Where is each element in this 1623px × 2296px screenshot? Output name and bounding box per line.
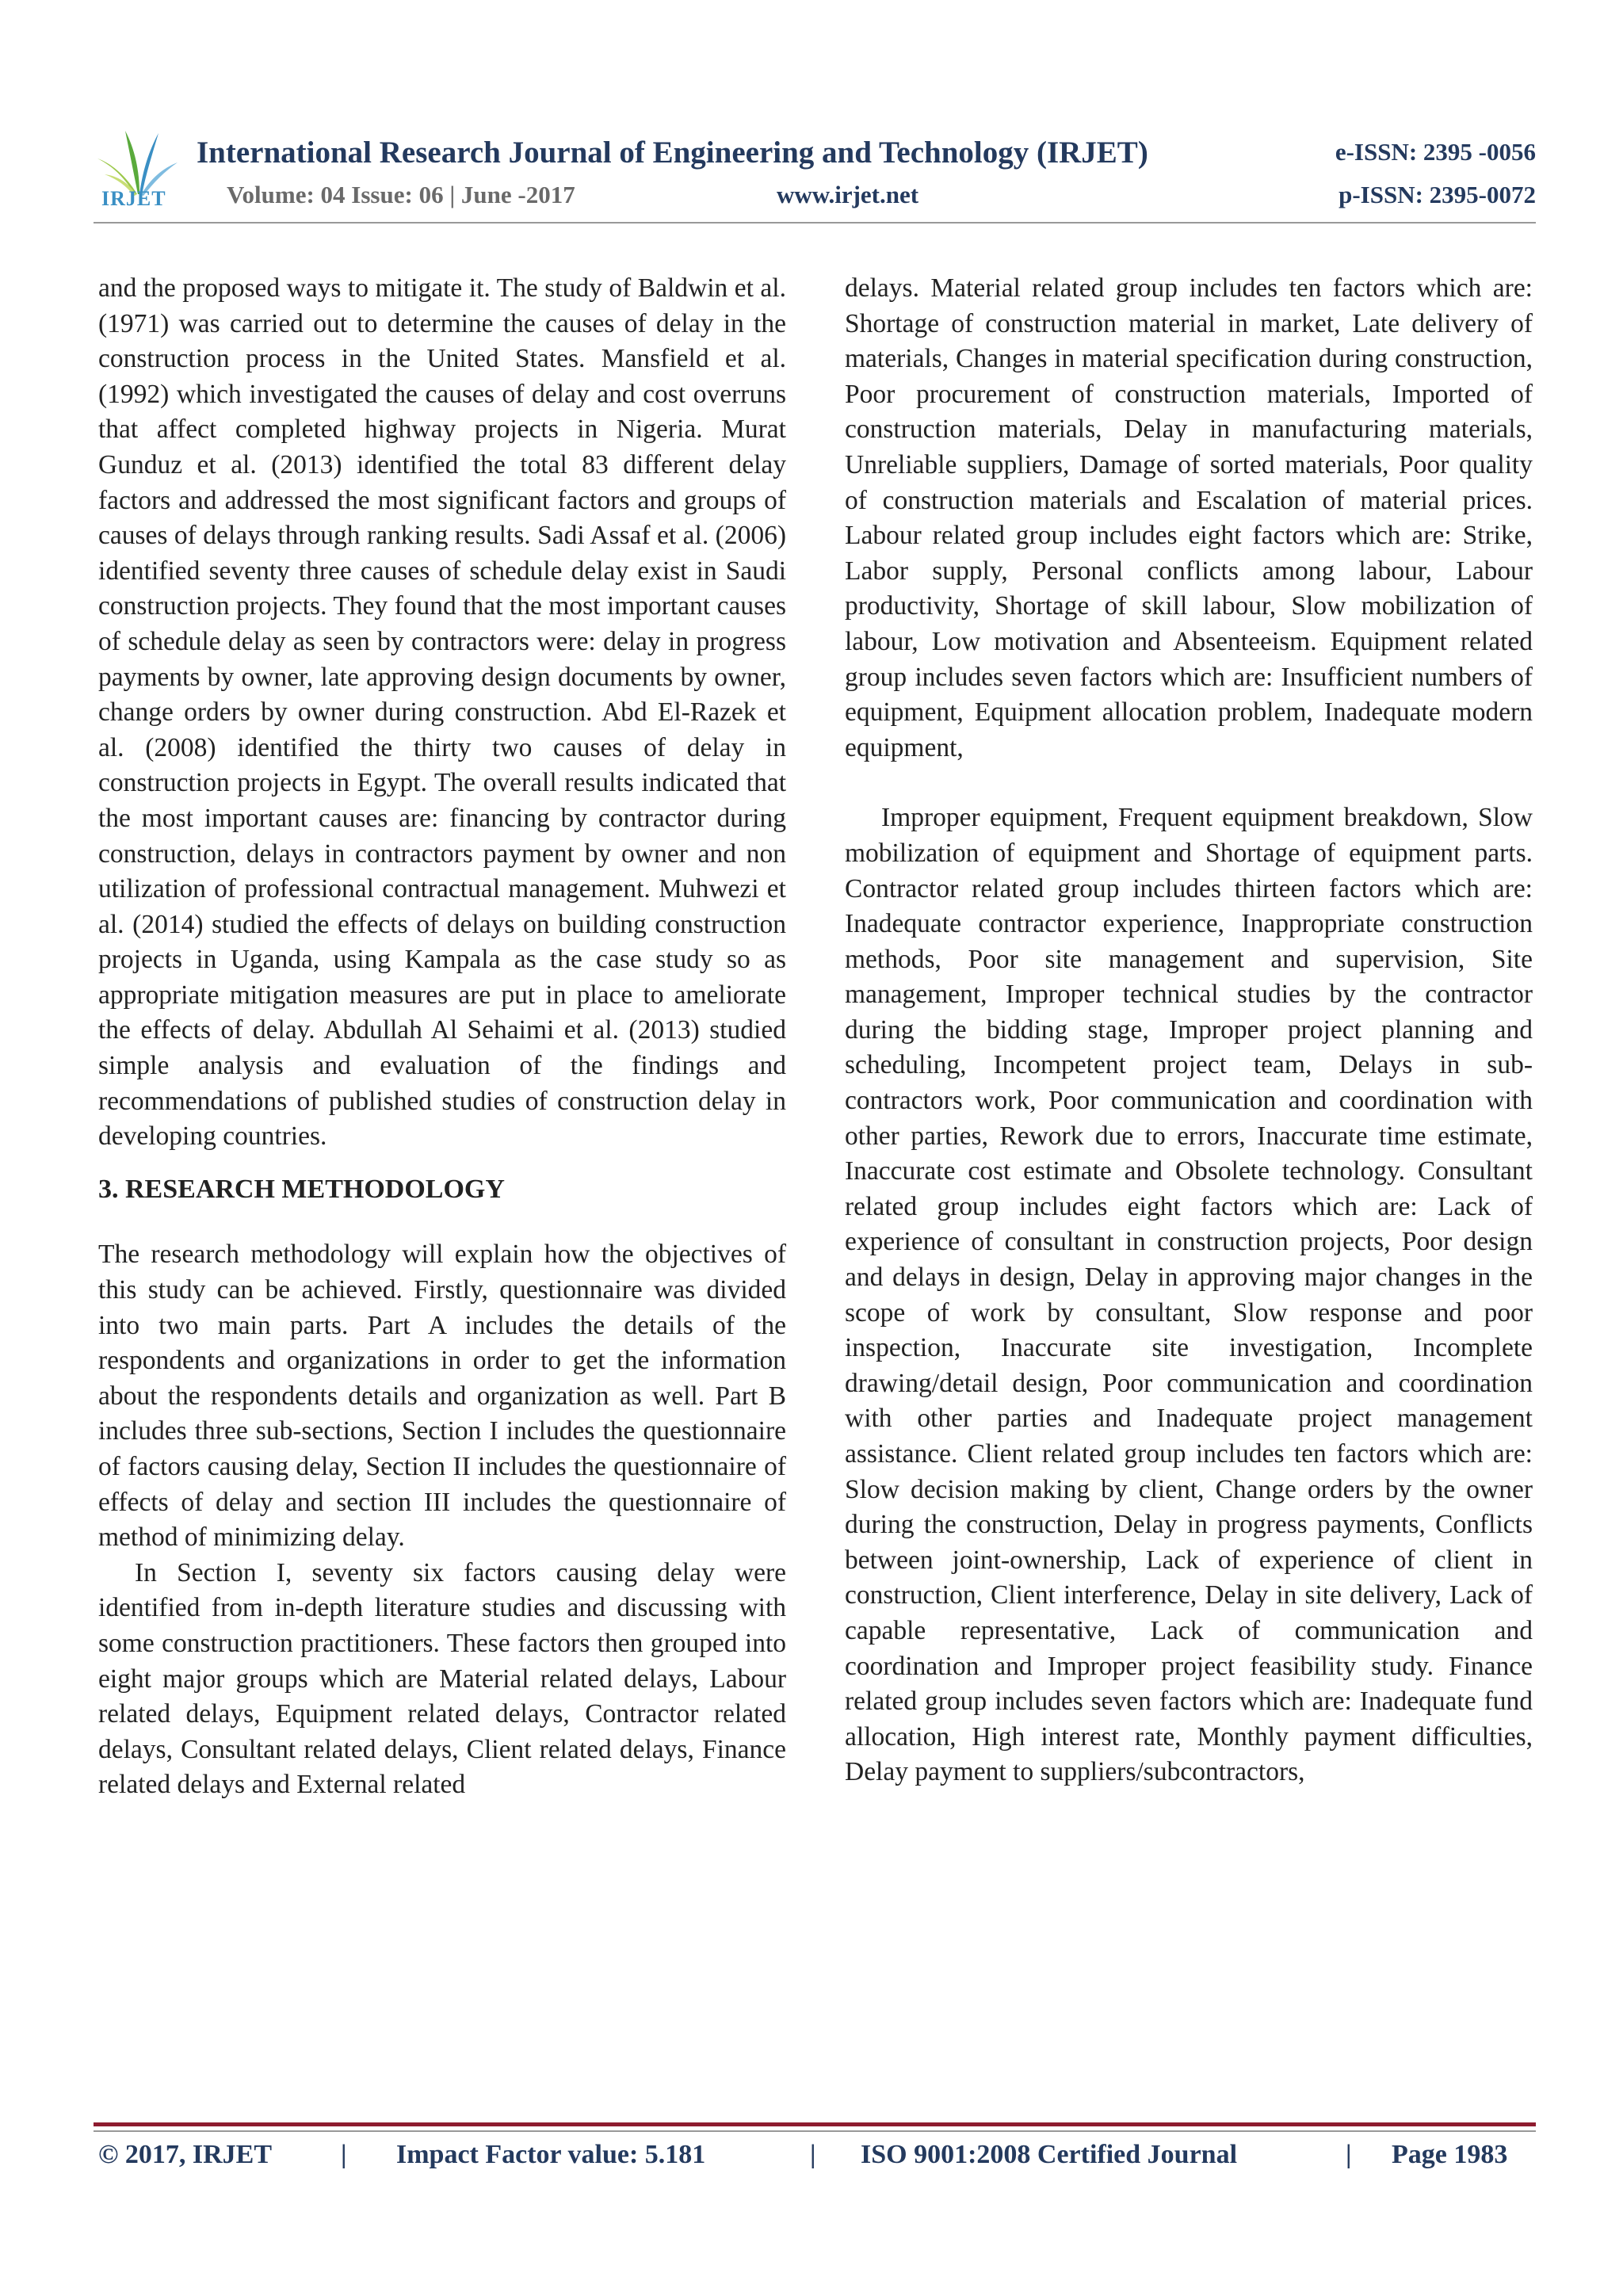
paragraph: In Section I, seventy six factors causing delay were identified from in-depth literature studies and discussing with some construction practitioners. These factors then grouped into eight major groups which are Material related delays, Labour related delays, Equipment related delays, Contractor related delays, Consultant related delays, Client related delays, Finance related delays and External related	[98, 1557, 786, 1800]
footer-divider-thin	[94, 2130, 1536, 2132]
paragraph: delays. Material related group includes ten factors which are: Shortage of construction material in market, Late delivery of materials, Changes in material specification during construction, Poor procurement of construction materials, Imported of construction materials, Delay in manufacturing materials, Unreliable suppliers, Damage of sorted materials, Poor quality of construction materials and Escalation of material prices. Labour related group includes eight factors which are: Strike, Labor supply, Personal conflicts among labour, Labour productivity, Shortage of skill labour, Slow mobilization of labour, Low motivation and Absenteeism. Equipment related group includes seven factors which are: Insufficient numbers of equipment, Equipment allocation problem, Inadequate modern equipment,	[845, 273, 1533, 762]
p-issn: p-ISSN: 2395-0072	[1338, 181, 1536, 208]
paragraph: Improper equipment, Frequent equipment breakdown, Slow mobilization of equipment and Shortage of equipment parts. Contractor related group includes thirteen factors which are: Inadequate contractor experience, Inappropriate construction methods, Poor site management and supervision, Site management, Improper technical studies by the contractor during the bidding stage, Improper project planning and scheduling, Incompetent project team, Delays in sub- contractors work, Poor communication and coordination with other parties, Rework due to errors, Inaccurate time estimate, Inaccurate cost estimate and Obsolete technology. Consultant related group includes eight factors which are: Lack of experience of consultant in construction projects, Poor design and delays in design, Delay in approving major changes in the scope of work by consultant, Slow response and poor inspection, Inaccurate site investigation, Incomplete drawing/detail design, Poor communication and coordination with other parties and Inadequate project management assistance. Client related group includes ten factors which are: Slow decision making by client, Change orders by the owner during the construction, Delay in progress payments, Conflicts between joint-ownership, Lack of experience of client in construction, Client interference, Delay in site delivery, Lack of capable representative, Lack of communication and coordination and Improper project feasibility study. Finance related group includes seven factors which are: Inadequate fund allocation, High interest rate, Monthly payment difficulties, Delay payment to suppliers/subcontractors,	[845, 803, 1533, 1787]
logo-text: IRJET	[101, 187, 166, 210]
section-heading: 3. RESEARCH METHODOLOGY	[98, 1174, 505, 1204]
right-column	[845, 271, 1533, 1790]
journal-website-link[interactable]: www.irjet.net	[777, 181, 919, 208]
paragraph: The research methodology will explain how the objectives of this study can be achieved. Firstly, questionnaire was divided into two main parts. Part A includes the details of the respondents and organizations in order to get the information about the respondents details and organization as well. Part B includes three sub-sections, Section I includes the questionnaire of factors causing delay, Section II includes the questionnaire of effects of delay and section III includes the questionnaire of method of minimizing delay.	[98, 1240, 786, 1553]
paragraph: and the proposed ways to mitigate it. The study of Baldwin et al. (1971) was carried out to determine the causes of delay in the construction process in the United States. Mansfield et al. (1992) which investigated the causes of delay and cost overruns that affect completed highway projects in Nigeria. Murat Gunduz et al. (2013) identified the total 83 different delay factors and addressed the most significant factors and groups of causes of delays through ranking results. Sadi Assaf et al. (2006) identified seventy three causes of schedule delay exist in Saudi construction projects. They found that the most important causes of schedule delay as seen by contractors were: delay in progress payments by owner, late approving design documents by owner, change orders by owner during construction. Abd El-Razek et al. (2008) identified the thirty two causes of delay in construction projects in Egypt. The overall results indicated that the most important causes are: financing by contractor during construction, delays in contractors payment by owner and non utilization of professional contractual management. Muhwezi et al. (2014) studied the effects of delays on building construction projects in Uganda, using Kampala as the case study so as appropriate mitigation measures are put in place to ameliorate the effects of delay. Abdullah Al Sehaimi et al. (2013) studied simple analysis and evaluation of the findings and recommendations of published studies of construction delay in developing countries.	[98, 273, 786, 1152]
journal-title: International Research Journal of Engineering and Technology (IRJET)	[197, 136, 1148, 170]
footer-copyright: © 2017, IRJET	[98, 2140, 273, 2169]
left-column	[98, 271, 786, 1803]
paragraph-gap	[845, 766, 1533, 800]
footer-separator: |	[810, 2140, 816, 2169]
volume-issue: Volume: 04 Issue: 06 | June -2017	[227, 181, 575, 208]
journal-header	[94, 111, 1536, 238]
page-footer	[98, 2140, 1536, 2179]
e-issn: e-ISSN: 2395 -0056	[1335, 138, 1536, 166]
footer-separator: |	[1346, 2140, 1352, 2169]
footer-page-number: Page 1983	[1392, 2140, 1508, 2169]
footer-separator: |	[341, 2140, 347, 2169]
footer-impact-factor: Impact Factor value: 5.181	[396, 2140, 706, 2169]
footer-divider	[94, 2122, 1536, 2126]
header-divider	[94, 222, 1536, 223]
footer-iso: ISO 9001:2008 Certified Journal	[861, 2140, 1238, 2169]
